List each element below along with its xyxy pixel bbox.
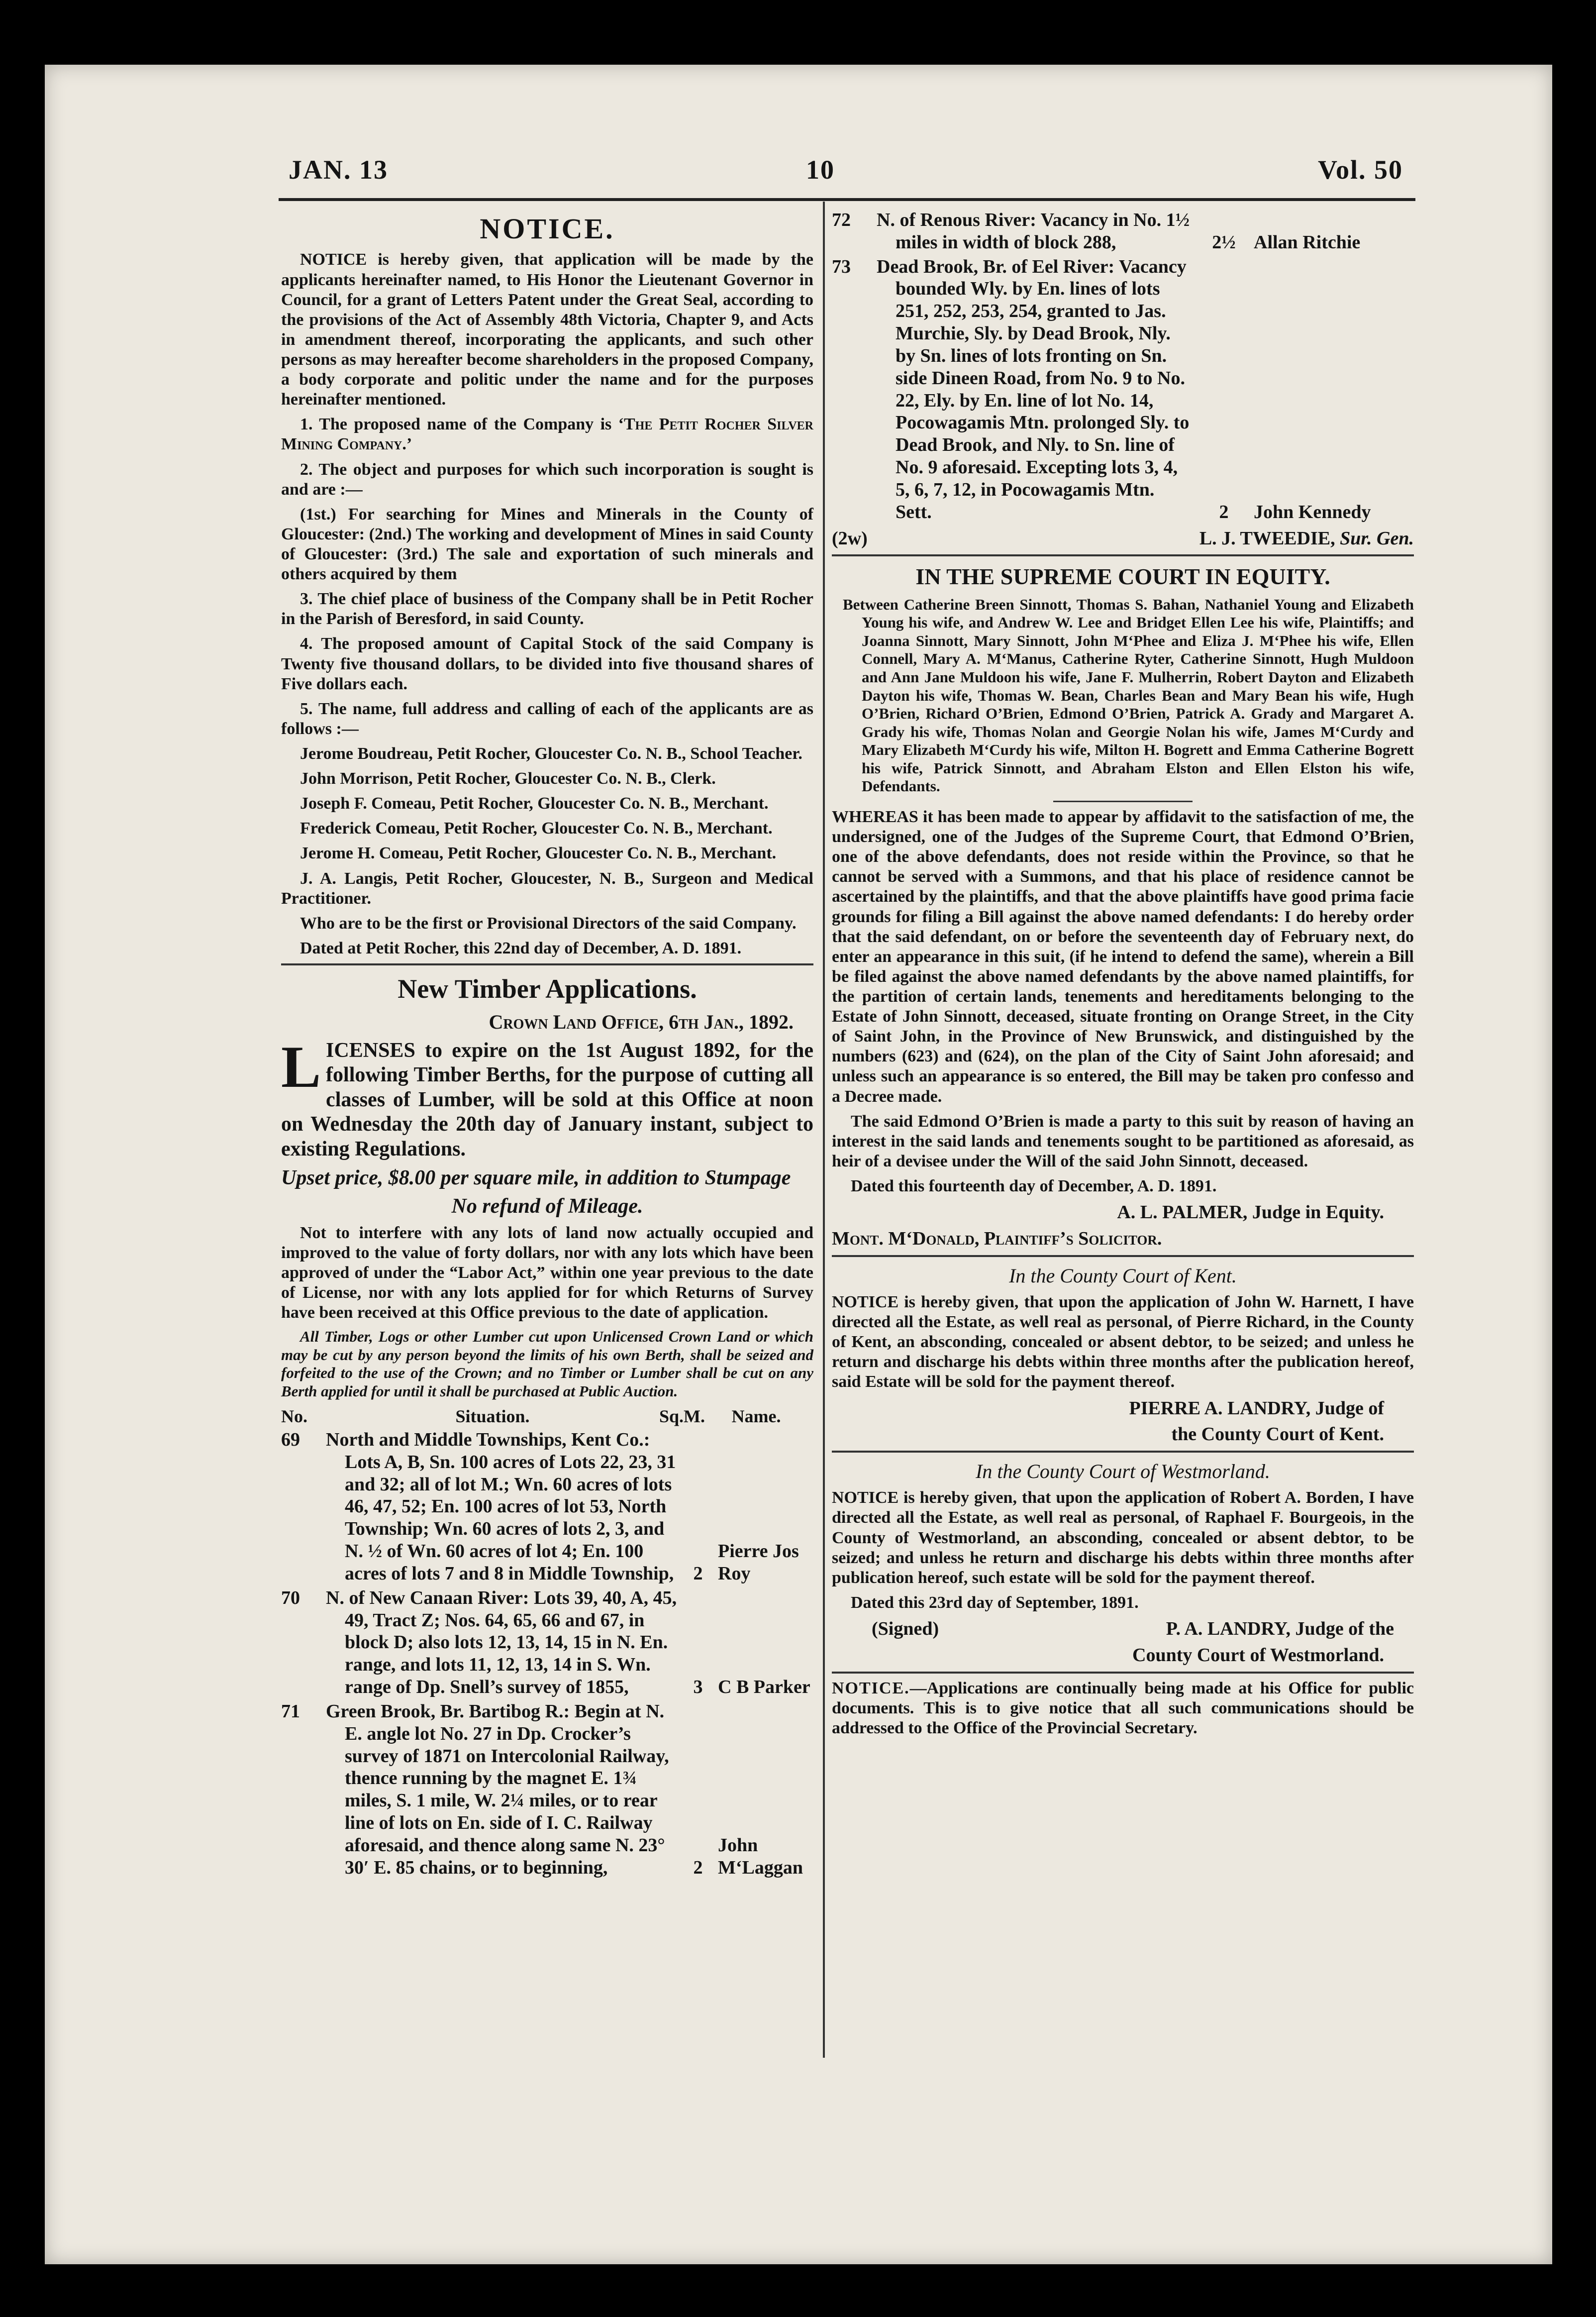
notice-directors: Who are to be the first or Provisional Directors of the said Company. [300, 914, 797, 933]
section-rule [281, 963, 813, 965]
timber-entry: 69 North and Middle Townships, Kent Co.: Lots A, B, Sn. 100 acres of Lots 22, 23, 31 and 32; all of lot M.; Wn. 60 acres of lots 46, 47, 52; En. 100 acres of lot 53, North Township; Wn. 60 acres of lots 2, 3, and N. ½ of Wn. 60 acres of lot 4; En. 100 acres of lots 7 and 8 in Middle Township, 2 Pierre Jos Roy [281, 1429, 799, 1584]
applicant: Frederick Comeau, Petit Rocher, Gloucester Co. N. B., Merchant. [300, 819, 773, 838]
timber-entry: 72 N. of Renous River: Vacancy in No. 1½ miles in width of block 288, 2½ Allan Ritchie [832, 210, 1361, 253]
timber-office: Crown Land Office, 6th Jan., 1892. [489, 1010, 794, 1033]
applicant: Jerome H. Comeau, Petit Rocher, Gloucester Co. N. B., Merchant. [300, 844, 777, 863]
applicant: Jerome Boudreau, Petit Rocher, Gloucester Co. N. B., School Teacher. [300, 744, 802, 763]
company-name: The Petit Rocher Silver Mining Company [281, 415, 813, 454]
equity-title: IN THE SUPREME COURT IN EQUITY. [915, 564, 1330, 590]
notice-intro: NOTICE is hereby given, that application will be made by the applicants hereinafter named, to His Honor the Lieutenant Governor in Council, for a grant of Letters Patent under the Great Seal, according to the provisions of the Act of Assembly 48th Victoria, Chapter 9, and Acts in amendment thereof, incorporating the applicants, and such other persons as may hereafter become shareholders in the proposed Company, a body corporate and politic under the name and for the purposes hereinafter mentioned. [281, 250, 813, 409]
short-rule [1053, 801, 1193, 802]
notice-dated: Dated at Petit Rocher, this 22nd day of December, A. D. 1891. [300, 939, 742, 957]
equity-parties: Between Catherine Breen Sinnott, Thomas S. Bahan, Nathaniel Young and Elizabeth Young his wife, and Andrew W. Lee and Bridget Ellen Lee his wife, Plaintiffs; and Joanna Sinnott, Mary Sinnott, John M‘Phee and Eliza J. M‘Phee his wife, Ellen Connell, Mary A. M‘Manus, Catherine Ryter, Catherine Sinnott, Hugh Muldoon and Ann Jane Muldoon his wife, Jane F. Mulherrin, Robert Dayton and Elizabeth Dayton his wife, Thomas W. Bean, Charles Bean and Mary Bean his wife, Hugh O’Brien, Richard O’Brien, Edmond O’Brien, Patrick A. Grady and Margaret A. Grady his wife, Thomas Nolan and Georgie Nolan his wife, James M‘Curdy and Mary Elizabeth M‘Curdy his wife, Milton H. Bogrett and Emma Catherine Bogrett his wife, Patrick Sinnott, and Abraham Elston and Ellen Elston his wife, Defendants. [843, 595, 1414, 795]
newspaper-page [45, 65, 1552, 2264]
drop-cap: L [281, 1033, 321, 1100]
section-rule [832, 1451, 1414, 1453]
column-rule [823, 202, 825, 2058]
equity-dated: Dated this fourteenth day of December, A. D. 1891. [851, 1177, 1217, 1196]
timber-signature [832, 527, 1414, 550]
applicant: J. A. Langis, Petit Rocher, Gloucester, N. B., Surgeon and Medical Practitioner. [281, 869, 813, 908]
header-date: JAN. 13 [289, 155, 388, 185]
notice-item-4: 4. The proposed amount of Capital Stock of the said Company is Twenty five thousand dollars, to be divided into five thousand shares of Five dollars each. [281, 634, 813, 693]
westmorland-title: In the County Court of Westmorland. [976, 1460, 1270, 1483]
timber-no-refund: No refund of Mileage. [451, 1195, 643, 1218]
notice-item-1: 1. The proposed name of the Company is ‘The Petit Rocher Silver Mining Company.’ [281, 415, 813, 454]
timber-title: New Timber Applications. [398, 973, 697, 1004]
notice-item-3: 3. The chief place of business of the Company shall be in Petit Rocher in the Parish of Beresford, in said County. [281, 590, 813, 629]
insertion-mark: (2w) [832, 527, 868, 549]
applicant: John Morrison, Petit Rocher, Gloucester Co. N. B., Clerk. [300, 769, 716, 788]
timber-entry: 71 Green Brook, Br. Bartibog R.: Begin at N. E. angle lot No. 27 in Dp. Crocker’s survey of 1871 on Intercolonial Railway, thence running by the magnet E. 1¾ miles, S. 1 mile, W. 2¼ miles, or to rear line of lots on En. side of I. C. Railway aforesaid, and thence along same N. 23° 30′ E. 85 chains, or to beginning, 2 John M‘Laggan [281, 1700, 803, 1878]
equity-solicitor: Mont. M‘Donald, Plaintiff’s Solicitor. [832, 1228, 1162, 1249]
notice-item-2: 2. The object and purposes for which such incorporation is sought is and are :— [281, 460, 813, 499]
signed-mark: (Signed) [872, 1618, 939, 1640]
timber-entry: 73 Dead Brook, Br. of Eel River: Vacancy bounded Wly. by En. lines of lots 251, 252, 253, 254, granted to Jas. Murchie, Sly. by Dead Brook, Nly. by Sn. lines of lots fronting on Sn. side Dineen Road, from No. 9 to No. 22, Ely. by En. line of lot No. 14, Pocowagamis Mtn. prolonged Sly. to Dead Brook, and Nly. to Sn. line of No. 9 aforesaid. Excepting lots 3, 4, 5, 6, 7, 12, in Pocowagamis Mtn. Sett. 2 John Kennedy [832, 256, 1371, 523]
equity-judge: A. L. PALMER, Judge in Equity. [1117, 1202, 1384, 1223]
timber-table-header [281, 1406, 813, 1427]
kent-title: In the County Court of Kent. [1009, 1264, 1237, 1287]
notice-title: NOTICE. [480, 212, 615, 245]
section-rule [832, 1255, 1414, 1257]
equity-party: The said Edmond O’Brien is made a party to this suit by reason of having an interest in the said lands and tenements sought to be partitioned as aforesaid, as heir of a devisee under the Will of the said John Sinnott, deceased. [832, 1112, 1414, 1170]
timber-intro: LICENSES to expire on the 1st August 1892, for the following Timber Berths, for the purpose of cutting all classes of Lumber, will be sold at this Office at noon on Wednesday the 20th day of January instant, subject to existing Regulations. [281, 1033, 813, 1161]
final-notice: NOTICE.—Applications are continually being made at his Office for public documents. This is to give notice that all such communications should be addressed to the Office of the Provincial Secretary. [832, 1679, 1414, 1737]
notice-item-2-detail: (1st.) For searching for Mines and Minerals in the County of Gloucester: (2nd.) The working and development of Mines in said County of Gloucester: (3rd.) The sale and exportation of such minerals and others acquired by them [281, 505, 813, 584]
kent-signer-2: the County Court of Kent. [1171, 1424, 1384, 1445]
applicant: Joseph F. Comeau, Petit Rocher, Gloucester Co. N. B., Merchant. [300, 794, 769, 813]
col-no: No. [281, 1406, 307, 1426]
westmorland-body: NOTICE is hereby given, that upon the application of Robert A. Borden, I have directed all the Estate, as well real as personal, of Raphael F. Bourgeois, in the County of Westmorland, an absconding, concealed or absent debtor, to be seized; and unless he return and discharge his debts within three months after publication hereof, such estate will be sold for the payment thereof. [832, 1488, 1414, 1587]
col-name: Name. [731, 1406, 781, 1426]
header-volume: Vol. 50 [1317, 155, 1403, 185]
equity-whereas: WHEREAS it has been made to appear by affidavit to the satisfaction of me, the undersigned, one of the Judges of the Supreme Court, that Edmond O’Brien, one of the above defendants, does not reside within the Province, so that he cannot be served with a Summons, and that his place of residence cannot be ascertained by the plaintiffs, and that the above plaintiffs have good prima facie grounds for filing a Bill against the above named defendants: I do hereby order that the said defendant, on or before the seventeenth day of February next, do enter an appearance in this suit, (if he intend to defend the same), wherein a Bill be filed against the above named defendants by the above named plaintiffs, for the partition of certain lands, tenements and hereditaments belonging to the Estate of John Sinnott, deceased, situate fronting on Orange Street, in the City of Saint John, in the Province of New Brunswick, and distinguished by the numbers (623) and (624), on the plan of the City of Saint John aforesaid; and unless such an appearance is so entered, the Bill may be taken pro confesso and a Decree made. [832, 808, 1414, 1106]
section-rule [832, 1672, 1414, 1674]
col-situation: Situation. [455, 1406, 530, 1426]
header-page-number: 10 [806, 155, 835, 185]
timber-upset-price: Upset price, $8.00 per square mile, in addition to Stumpage [281, 1166, 791, 1189]
timber-not-interfere: Not to interfere with any lots of land now actually occupied and improved to the value of forty dollars, nor with any lots which have been approved of under the “Labor Act,” within one year previous to the date of License, nor with any lots applied for for which Returns of Survey have been received at this Office previous to the date of application. [281, 1223, 813, 1322]
header-rule [279, 198, 1415, 201]
timber-warning: All Timber, Logs or other Lumber cut upon Unlicensed Crown Land or which may be cut by any person beyond the limits of his own Berth, shall be seized and forfeited to the use of the Crown; and no Timber or Lumber shall be cut on any Berth applied for until it shall be purchased at Public Auction. [281, 1328, 813, 1400]
final-notice-lead: NOTICE. [832, 1679, 910, 1697]
left-column [281, 209, 813, 1881]
westmorland-signer-2: County Court of Westmorland. [1132, 1644, 1384, 1666]
page-header [45, 154, 1552, 199]
notice-item-5: 5. The name, full address and calling of each of the applicants are as follows :— [281, 699, 813, 738]
section-rule [832, 554, 1414, 556]
right-column [832, 209, 1414, 1743]
westmorland-signature [832, 1618, 1414, 1640]
surveyor-general: L. J. TWEEDIE, Sur. Gen. [1199, 527, 1414, 549]
westmorland-signer: P. A. LANDRY, Judge of the [1166, 1618, 1394, 1640]
col-sqm: Sq.M. [659, 1406, 705, 1426]
kent-body: NOTICE is hereby given, that upon the application of John W. Harnett, I have directed all the Estate, as well real as personal, of Pierre Richard, in the County of Kent, an absconding, concealed or absent debtor, to be seized; and unless he return and discharge his debts within three months after the publication hereof, said Estate will be sold for the payment thereof. [832, 1292, 1414, 1391]
westmorland-dated: Dated this 23rd day of September, 1891. [851, 1593, 1139, 1612]
timber-entry: 70 N. of New Canaan River: Lots 39, 40, A, 45, 49, Tract Z; Nos. 64, 65, 66 and 67, in block D; also lots 12, 13, 14, 15 in N. En. range, and lots 11, 12, 13, 14 in S. Wn. range of Dp. Snell’s survey of 1855, 3 C B Parker [281, 1587, 810, 1698]
kent-signer: PIERRE A. LANDRY, Judge of [1129, 1397, 1384, 1419]
